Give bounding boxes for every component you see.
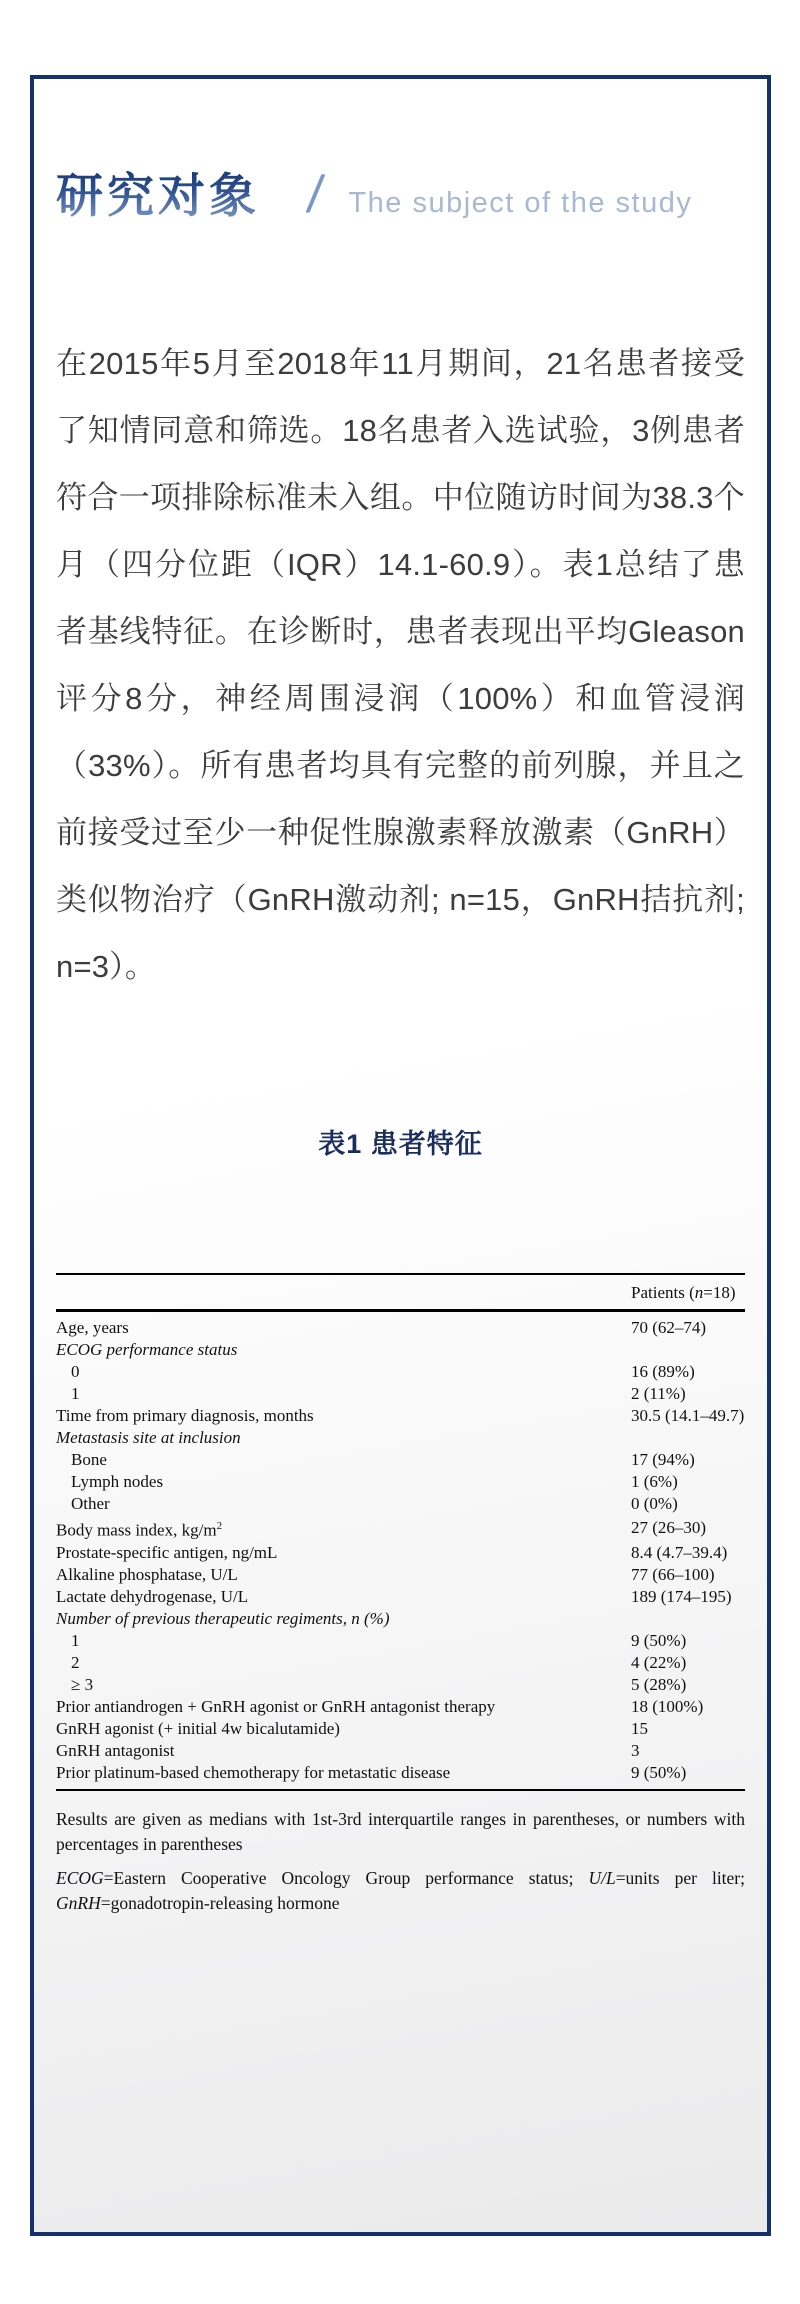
row-value: 77 (66–100) [631, 1564, 715, 1584]
patients-table [56, 1273, 745, 1791]
row-label: Bone [71, 1450, 107, 1469]
footnote: Results are given as medians with 1st-3rd interquartile ranges in parentheses, or numbers with percentages in parentheses [56, 1808, 745, 1854]
row-label: 0 [71, 1362, 80, 1381]
row-label: Body mass index, $kg/m^2$ [56, 1520, 223, 1540]
table-row [56, 1630, 745, 1652]
row-label: Prostate-specific antigen, ng/mL [56, 1542, 278, 1562]
row-value: 15 [631, 1718, 648, 1738]
table-row [56, 1542, 745, 1564]
row-value: 8.4 (4.7–39.4) [631, 1542, 728, 1562]
footnote: ECOG=Eastern Cooperative Oncology Group performance status; U/L=units per liter; GnRH=gonadotropin-releasing hormone [56, 1867, 745, 1913]
table-row [56, 1762, 745, 1790]
table-row [56, 1361, 745, 1383]
table-row [56, 1564, 745, 1586]
table-header-row [56, 1274, 745, 1311]
row-value: 17 (94%) [631, 1450, 695, 1469]
row-value: 0 (0%) [631, 1494, 678, 1513]
row-label: Lymph nodes [71, 1472, 164, 1491]
row-value: 16 (89%) [631, 1362, 695, 1381]
row-label: Prior platinum-based chemotherapy for metastatic disease [56, 1762, 451, 1782]
row-label: 2 [71, 1652, 80, 1672]
table-row [56, 1405, 745, 1427]
page-title: 研究对象 [56, 159, 260, 226]
row-label: 1 [71, 1630, 80, 1650]
table-row [56, 1608, 745, 1630]
row-label: Metastasis site at inclusion [56, 1428, 241, 1447]
row-label: Alkaline phosphatase, U/L [56, 1564, 238, 1584]
header-patients-cell: Patients (n=18) [631, 1274, 745, 1311]
row-label: Age, years [56, 1318, 129, 1337]
row-value: 5 (28%) [631, 1674, 687, 1694]
table-row [56, 1471, 745, 1493]
row-label: GnRH antagonist [56, 1740, 175, 1760]
row-value [631, 1427, 745, 1449]
table-footnotes [56, 1807, 745, 1916]
table-row [56, 1515, 745, 1542]
table-row [56, 1652, 745, 1674]
row-value: 30.5 (14.1–49.7) [631, 1406, 745, 1425]
row-value: 4 (22%) [631, 1652, 687, 1672]
table-row [56, 1493, 745, 1515]
table-row [56, 1311, 745, 1340]
row-label: ECOG performance status [56, 1340, 238, 1359]
page-subtitle: The subject of the study [348, 187, 693, 219]
table-row [56, 1740, 745, 1762]
table-row [56, 1696, 745, 1718]
row-label: Time from primary diagnosis, months [56, 1406, 314, 1425]
row-value: 9 (50%) [631, 1762, 687, 1782]
table-title: 表1 患者特征 [318, 1129, 483, 1159]
study-paragraph: 在2015年5月至2018年11月期间，21名患者接受了知情同意和筛选。18名患者入选试验，3例患者符合一项排除标准未入组。中位随访时间为38.3个月（四分位距（IQR）14.1-60.9）。表1总结了患者基线特征。在诊断时，患者表现出平均Gleason评分8分，神经周围浸润（100%）和血管浸润（33%）。所有患者均具有完整的前列腺，并且之前接受过至少一种促性腺激素释放激素（GnRH）类似物治疗（GnRH激动剂; n=15，GnRH拮抗剂; n=3）。 [56, 346, 745, 984]
table-row [56, 1674, 745, 1696]
row-value: 2 (11%) [631, 1384, 686, 1403]
row-value [631, 1608, 745, 1630]
slash-divider: / [303, 166, 327, 224]
row-value: 189 (174–195) [631, 1586, 732, 1606]
row-label: Other [71, 1494, 110, 1513]
table-row [56, 1427, 745, 1449]
section-header [56, 159, 745, 226]
patients-table-container [56, 1273, 745, 1916]
row-value [631, 1339, 745, 1361]
content-card [30, 75, 771, 2236]
row-label: Lactate dehydrogenase, U/L [56, 1586, 249, 1606]
header-empty-cell [56, 1274, 631, 1311]
row-value: 3 [631, 1740, 640, 1760]
row-label: Number of previous therapeutic regiments, n (%) [56, 1608, 390, 1628]
row-value: 9 (50%) [631, 1630, 687, 1650]
table-row [56, 1383, 745, 1405]
patients-table-body [56, 1311, 745, 1790]
row-label: Prior antiandrogen + GnRH agonist or GnRH antagonist therapy [56, 1696, 496, 1716]
row-value: 1 (6%) [631, 1472, 678, 1491]
row-label: GnRH agonist (+ initial 4w bicalutamide) [56, 1718, 340, 1738]
row-label: 1 [71, 1384, 80, 1403]
table-row [56, 1449, 745, 1471]
row-value: 27 (26–30) [631, 1518, 707, 1538]
row-value: 70 (62–74) [631, 1318, 707, 1337]
row-value: 18 (100%) [631, 1696, 704, 1716]
row-label: ≥ 3 [71, 1674, 94, 1694]
table-row [56, 1339, 745, 1361]
table-row [56, 1586, 745, 1608]
table-row [56, 1718, 745, 1740]
